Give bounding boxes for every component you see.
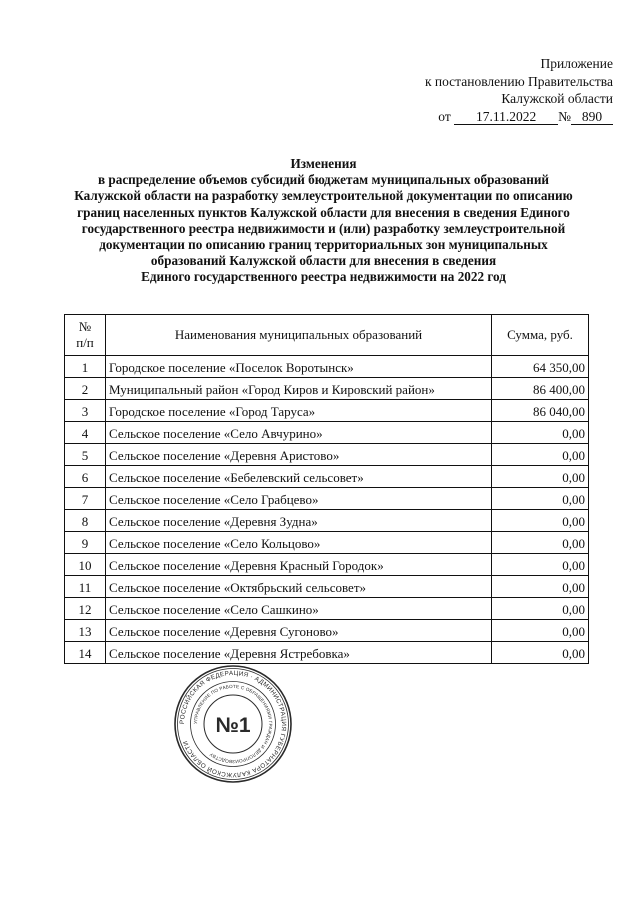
- date-prefix: от: [438, 108, 451, 124]
- title-line: государственного реестра недвижимости и (или) разработку землеустроительной: [81, 220, 566, 236]
- table-row: [65, 510, 589, 532]
- row-number: 14: [65, 642, 106, 664]
- document-title: [60, 156, 587, 286]
- row-name: Сельское поселение «Село Кольцово»: [106, 532, 492, 554]
- row-number: 9: [65, 532, 106, 554]
- row-sum: 0,00: [492, 598, 589, 620]
- row-number: 12: [65, 598, 106, 620]
- title-line: границ населенных пунктов Калужской области для внесения в сведения Единого: [77, 204, 570, 220]
- number-sign: №: [558, 108, 571, 124]
- row-number: 2: [65, 378, 106, 400]
- row-number: 10: [65, 554, 106, 576]
- table-row: [65, 356, 589, 378]
- row-number: 11: [65, 576, 106, 598]
- row-number: 13: [65, 620, 106, 642]
- row-sum: 0,00: [492, 444, 589, 466]
- table-row: [65, 378, 589, 400]
- appendix-header: [425, 55, 613, 125]
- table-row: [65, 576, 589, 598]
- title-line: Калужской области на разработку землеустроительной документации по описанию: [74, 188, 573, 204]
- seal-number: №1: [215, 714, 251, 737]
- header-number: № п/п: [65, 315, 106, 356]
- appendix-region: Калужской области: [501, 91, 613, 106]
- row-number: 6: [65, 466, 106, 488]
- row-name: Сельское поселение «Деревня Аристово»: [106, 444, 492, 466]
- table-row: [65, 642, 589, 664]
- row-name: Сельское поселение «Деревня Красный Городок»: [106, 554, 492, 576]
- row-number: 1: [65, 356, 106, 378]
- title-line: документации по описанию границ территориальных зон муниципальных: [99, 237, 548, 253]
- row-sum: 0,00: [492, 576, 589, 598]
- row-name: Сельское поселение «Деревня Ястребовка»: [106, 642, 492, 664]
- svg-text:РОССИЙСКАЯ ФЕДЕРАЦИЯ · АДМИНИС: РОССИЙСКАЯ ФЕДЕРАЦИЯ · АДМИНИСТРАЦИЯ ГУБЕРНАТОРА КАЛУЖСКОЙ ОБЛАСТИ: [178, 669, 288, 779]
- svg-text:УПРАВЛЕНИЕ ПО РАБОТЕ С ОБРАЩЕН: УПРАВЛЕНИЕ ПО РАБОТЕ С ОБРАЩЕНИЯМИ ГРАЖДАН И ДЕЛОПРОИЗВОДСТВУ: [192, 683, 274, 765]
- row-number: 7: [65, 488, 106, 510]
- row-number: 5: [65, 444, 106, 466]
- row-name: Сельское поселение «Деревня Сугоново»: [106, 620, 492, 642]
- row-name: Сельское поселение «Село Авчурино»: [106, 422, 492, 444]
- row-sum: 0,00: [492, 620, 589, 642]
- row-sum: 86 400,00: [492, 378, 589, 400]
- resolution-number: 890: [571, 109, 613, 125]
- row-name: Сельское поселение «Бебелевский сельсовет»: [106, 466, 492, 488]
- row-sum: 0,00: [492, 554, 589, 576]
- table-row: [65, 422, 589, 444]
- title-line: Единого государственного реестра недвижимости на 2022 год: [141, 269, 506, 285]
- table-row: [65, 620, 589, 642]
- appendix-date-line: [425, 108, 613, 126]
- row-name: Городское поселение «Город Таруса»: [106, 400, 492, 422]
- row-sum: 0,00: [492, 488, 589, 510]
- table-row: [65, 400, 589, 422]
- row-sum: 0,00: [492, 510, 589, 532]
- row-name: Сельское поселение «Октябрьский сельсовет»: [106, 576, 492, 598]
- appendix-resolution: к постановлению Правительства: [424, 73, 613, 89]
- table-header-row: [65, 315, 589, 356]
- header-name: Наименования муниципальных образований: [106, 315, 492, 356]
- row-name: Сельское поселение «Село Сашкино»: [106, 598, 492, 620]
- row-sum: 0,00: [492, 466, 589, 488]
- table-row: [65, 488, 589, 510]
- table-body: [65, 356, 589, 664]
- header-sum: Сумма, руб.: [492, 315, 589, 356]
- row-number: 8: [65, 510, 106, 532]
- title-line: образований Калужской области для внесения в сведения: [150, 253, 497, 269]
- subsidy-table: [64, 314, 589, 664]
- table-row: [65, 466, 589, 488]
- title-heading: Изменения: [290, 156, 357, 171]
- row-sum: 0,00: [492, 642, 589, 664]
- row-sum: 0,00: [492, 532, 589, 554]
- title-line: в распределение объемов субсидий бюджетам муниципальных образований: [97, 172, 550, 188]
- official-seal: [173, 664, 293, 784]
- appendix-label: Приложение: [540, 56, 613, 71]
- row-sum: 86 040,00: [492, 400, 589, 422]
- table-row: [65, 598, 589, 620]
- row-sum: 64 350,00: [492, 356, 589, 378]
- row-sum: 0,00: [492, 422, 589, 444]
- table-row: [65, 532, 589, 554]
- table-row: [65, 554, 589, 576]
- row-name: Муниципальный район «Город Киров и Кировский район»: [106, 378, 492, 400]
- row-number: 3: [65, 400, 106, 422]
- resolution-date: 17.11.2022: [454, 109, 558, 125]
- row-name: Городское поселение «Поселок Воротынск»: [106, 356, 492, 378]
- row-name: Сельское поселение «Село Грабцево»: [106, 488, 492, 510]
- row-number: 4: [65, 422, 106, 444]
- row-name: Сельское поселение «Деревня Зудна»: [106, 510, 492, 532]
- table-row: [65, 444, 589, 466]
